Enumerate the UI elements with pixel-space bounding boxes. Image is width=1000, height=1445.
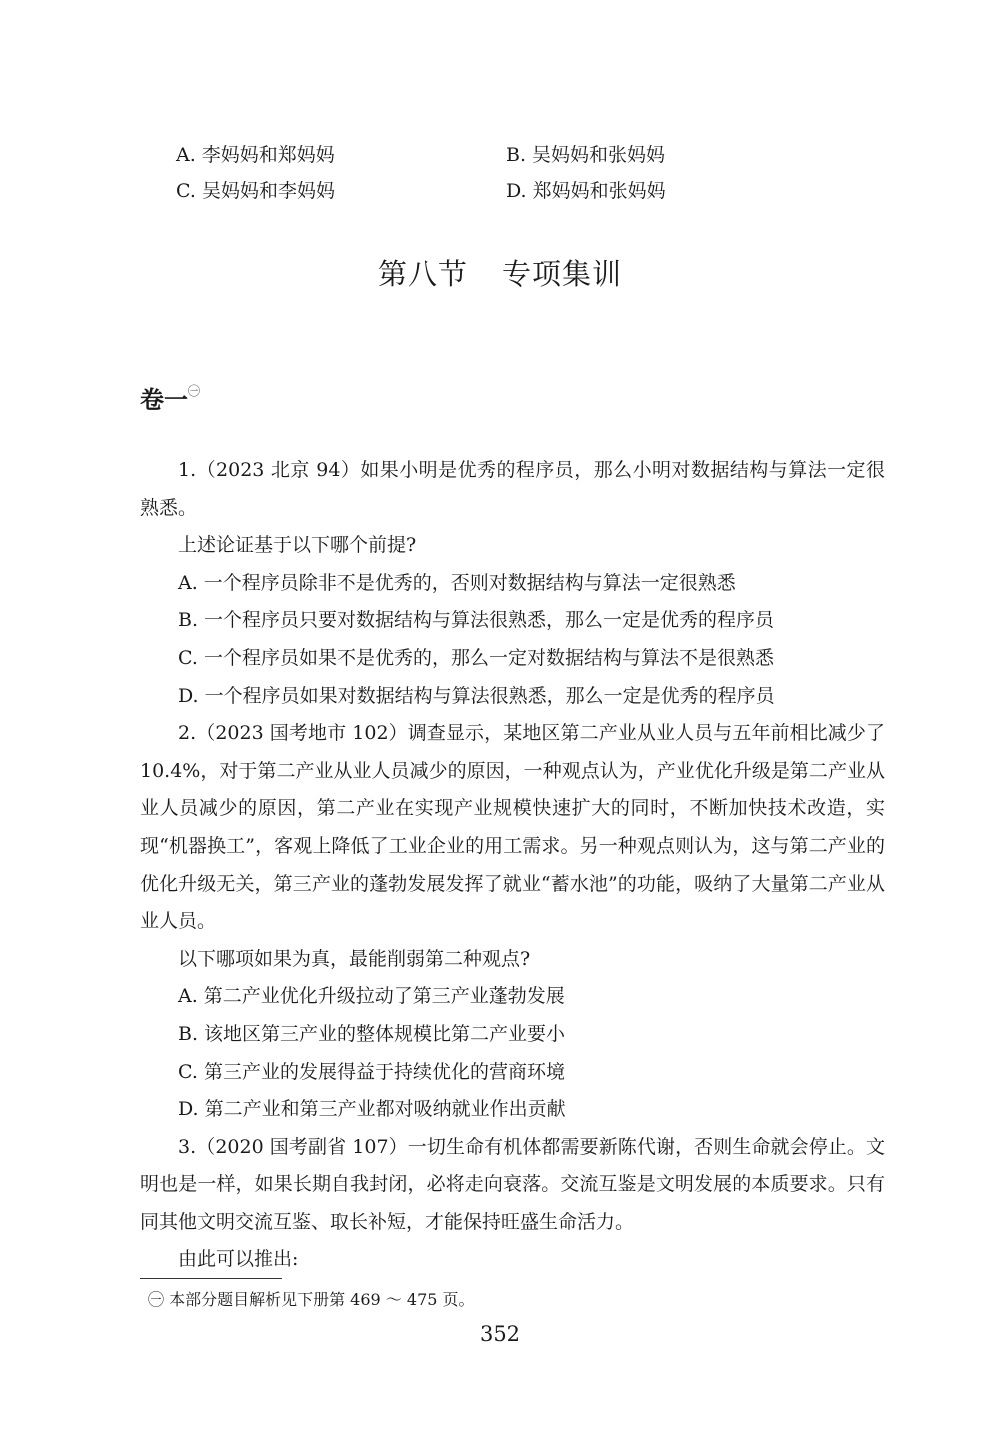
q2-option-c: C. 第三产业的发展得益于持续优化的营商环境 bbox=[178, 1060, 565, 1083]
q1-option-d: D. 一个程序员如果对数据结构与算法很熟悉，那么一定是优秀的程序员 bbox=[178, 684, 775, 707]
q1-prompt: 上述论证基于以下哪个前提? bbox=[178, 534, 417, 557]
q1-option-b: B. 一个程序员只要对数据结构与算法很熟悉，那么一定是优秀的程序员 bbox=[178, 609, 775, 632]
footnote-mark: ㊀ bbox=[188, 384, 201, 398]
prev-option-d: D. 郑妈妈和张妈妈 bbox=[506, 180, 666, 202]
page-number: 352 bbox=[479, 1322, 521, 1346]
section-name: 专项集训 bbox=[502, 257, 623, 291]
footnote: ㊀ 本部分题目解析见下册第 469 ～ 475 页。 bbox=[148, 1290, 475, 1309]
section-title bbox=[0, 252, 1000, 293]
prev-option-b: B. 吴妈妈和张妈妈 bbox=[506, 144, 666, 166]
section-number: 第八节 bbox=[377, 257, 468, 291]
prev-option-a: A. 李妈妈和郑妈妈 bbox=[176, 144, 335, 166]
prev-option-c: C. 吴妈妈和李妈妈 bbox=[176, 180, 335, 202]
q3-stem: 3.（2020 国考副省 107）一切生命有机体都需要新陈代谢，否则生命就会停止。文明也是一样，如果长期自我封闭，必将走向衰落。交流互鉴是文明发展的本质要求。只有同其他文明交流互鉴、取长补短，才能保持旺盛生命活力。 bbox=[140, 1135, 885, 1233]
q2-option-b: B. 该地区第三产业的整体规模比第二产业要小 bbox=[178, 1022, 566, 1045]
q3-prompt: 由此可以推出: bbox=[178, 1248, 299, 1271]
volume-title: 卷一 bbox=[140, 386, 188, 414]
q1-stem: 1.（2023 北京 94）如果小明是优秀的程序员，那么小明对数据结构与算法一定很熟悉。 bbox=[140, 459, 885, 519]
footnote-divider bbox=[140, 1278, 282, 1279]
question-body bbox=[140, 452, 885, 1279]
q1-option-c: C. 一个程序员如果不是优秀的，那么一定对数据结构与算法不是很熟悉 bbox=[178, 646, 774, 669]
q2-option-a: A. 第二产业优化升级拉动了第三产业蓬勃发展 bbox=[178, 985, 565, 1008]
q2-option-d: D. 第二产业和第三产业都对吸纳就业作出贡献 bbox=[178, 1098, 566, 1121]
q2-stem: 2.（2023 国考地市 102）调查显示，某地区第二产业从业人员与五年前相比减少了 10.4%，对于第二产业从业人员减少的原因，一种观点认为，产业优化升级是第二产业从业人员减少的原因，第二产业在实现产业规模快速扩大的同时，不断加快技术改造，实现“机器换工”，客观上降低了工业企业的用工需求。另一种观点则认为，这与第二产业的优化升级无关，第三产业的蓬勃发展发挥了就业“蓄水池”的功能，吸纳了大量第二产业从业人员。 bbox=[140, 722, 885, 933]
volume-heading bbox=[140, 380, 200, 415]
q2-prompt: 以下哪项如果为真，最能削弱第二种观点? bbox=[178, 947, 531, 970]
q1-option-a: A. 一个程序员除非不是优秀的，否则对数据结构与算法一定很熟悉 bbox=[178, 571, 736, 594]
